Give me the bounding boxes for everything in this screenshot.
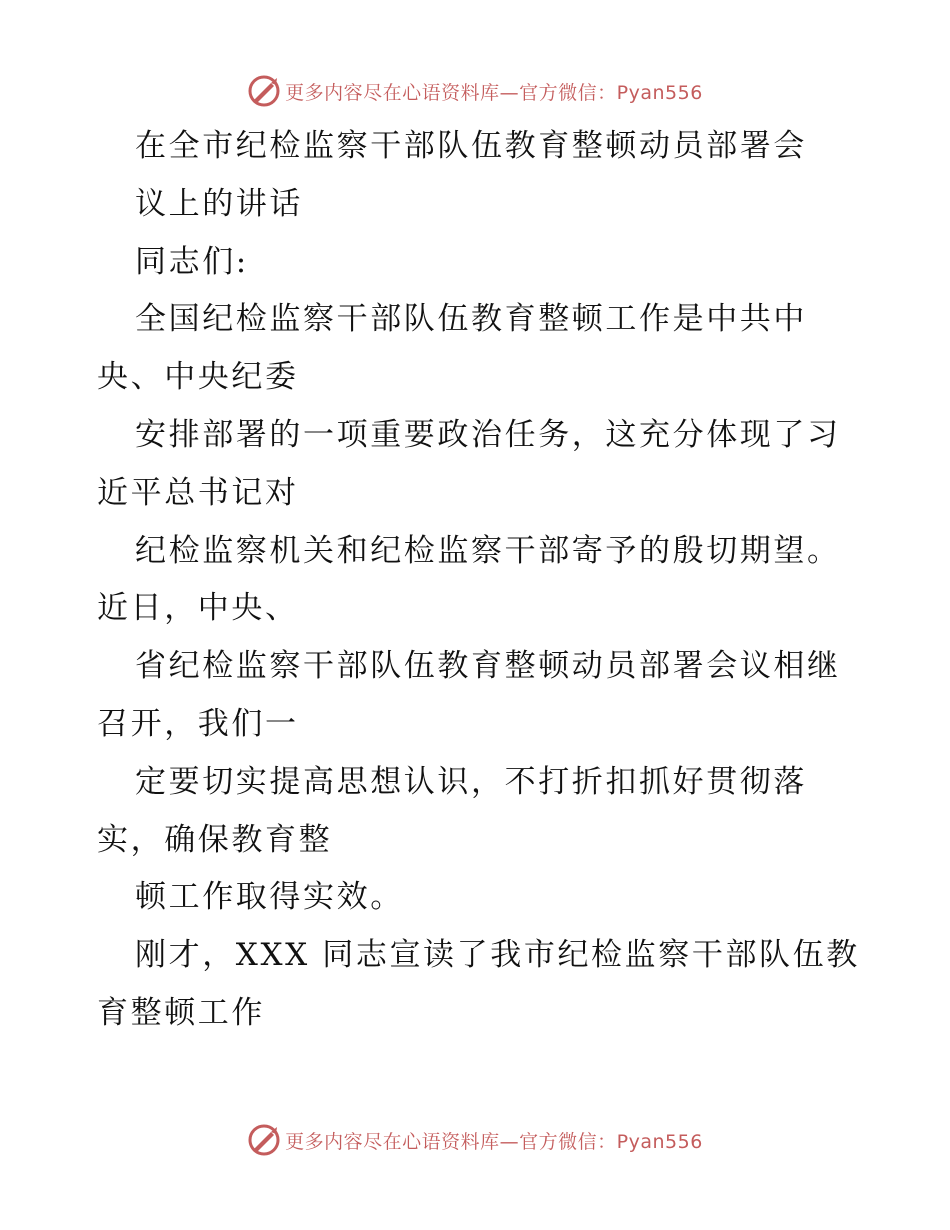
text-line: 同志们: — [135, 243, 249, 280]
text-line: 刚才，XXX 同志宣读了我市纪检监察干部队伍教 — [135, 937, 860, 974]
text-line: 近日，中央、 — [97, 590, 299, 627]
footer-watermark — [0, 1120, 950, 1160]
document-body — [97, 118, 867, 1043]
text-line: 央、中央纪委 — [97, 359, 299, 396]
header-watermark — [0, 71, 950, 111]
text-line: 省纪检监察干部队伍教育整顿动员部署会议相继 — [135, 648, 841, 685]
text-line: 育整顿工作 — [97, 994, 265, 1031]
text-line: 近平总书记对 — [97, 474, 299, 511]
watermark-text: 更多内容尽在心语资料库—官方微信：Pyan556 — [285, 1130, 703, 1153]
text-line: 在全市纪检监察干部队伍教育整顿动员部署会 — [135, 128, 807, 164]
watermark-text: 更多内容尽在心语资料库—官方微信：Pyan556 — [285, 81, 703, 104]
text-line: 全国纪检监察干部队伍教育整顿工作是中共中 — [135, 301, 807, 338]
text-line: 实，确保教育整 — [97, 821, 333, 858]
text-line: 顿工作取得实效。 — [135, 879, 404, 916]
text-line: 议上的讲话 — [135, 185, 303, 222]
quill-pen-logo-icon — [247, 74, 281, 108]
quill-pen-logo-icon — [247, 1123, 281, 1157]
text-line: 安排部署的一项重要政治任务，这充分体现了习 — [135, 416, 841, 453]
text-line: 定要切实提高思想认识，不打折扣抓好贯彻落 — [135, 763, 807, 800]
text-line: 纪检监察机关和纪检监察干部寄予的殷切期望。 — [135, 532, 841, 569]
text-line: 召开，我们一 — [97, 705, 299, 742]
